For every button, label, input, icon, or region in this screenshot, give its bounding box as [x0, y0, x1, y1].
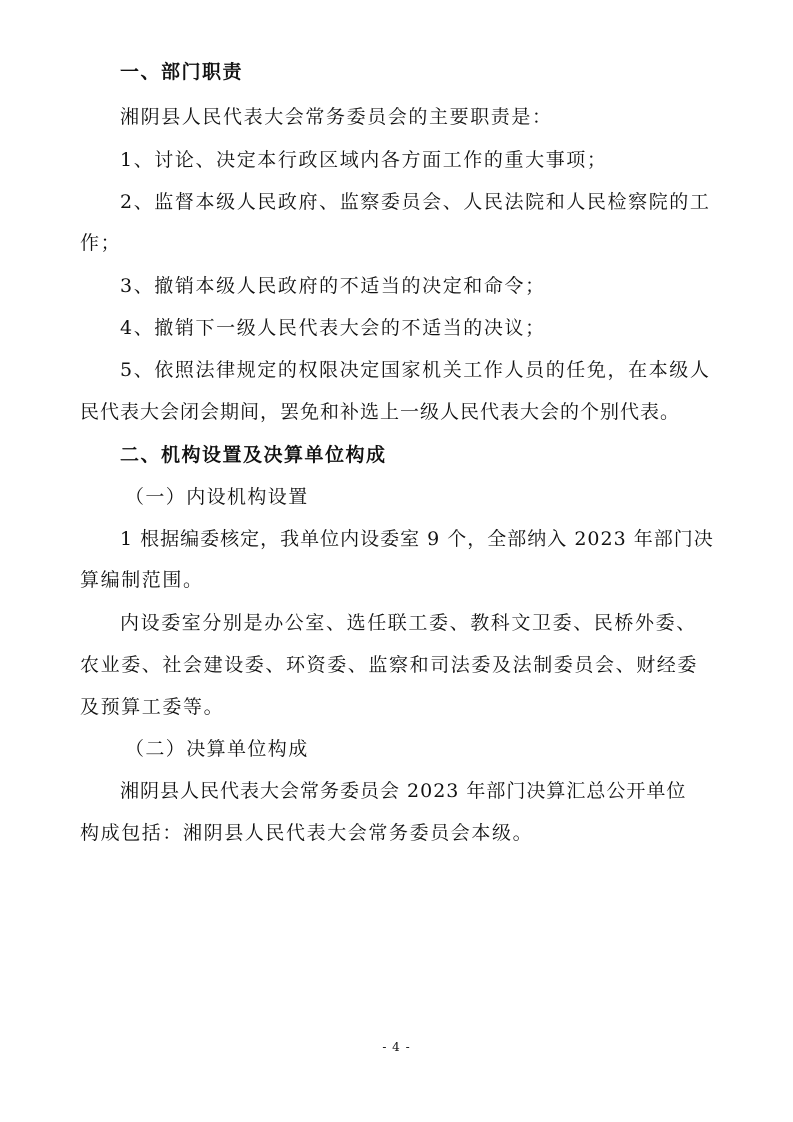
- section-2-heading: 二、机构设置及决算单位构成: [120, 444, 387, 466]
- duty-item-2-line-1: 2、监督本级人民政府、监察委员会、人民法院和人民检察院的工: [120, 191, 711, 213]
- section-1-heading: 一、部门职责: [120, 61, 244, 83]
- subsection-1-para-2-line-2: 农业委、社会建设委、环资委、监察和司法委及法制委员会、财经委: [80, 654, 699, 676]
- subsection-1-para-1-line-2: 算编制范围。: [80, 569, 204, 591]
- duty-item-3: 3、撤销本级人民政府的不适当的决定和命令；: [120, 275, 546, 297]
- duty-item-5-line-1: 5、依照法律规定的权限决定国家机关工作人员的任免，在本级人: [120, 359, 711, 381]
- subsection-2-para-line-2: 构成包括：湘阴县人民代表大会常务委员会本级。: [80, 822, 534, 844]
- subsection-2-para-line-1: 湘阴县人民代表大会常务委员会 2023 年部门决算汇总公开单位: [120, 780, 687, 802]
- subsection-1-heading: （一）内设机构设置: [125, 486, 309, 508]
- section-1-intro: 湘阴县人民代表大会常务委员会的主要职责是：: [120, 106, 553, 128]
- duty-item-4: 4、撤销下一级人民代表大会的不适当的决议；: [120, 317, 546, 339]
- duty-item-2-line-2: 作；: [80, 232, 122, 254]
- duty-item-1: 1、讨论、决定本行政区域内各方面工作的重大事项；: [120, 149, 608, 171]
- duty-item-5-line-2: 民代表大会闭会期间，罢免和补选上一级人民代表大会的个别代表。: [80, 401, 681, 423]
- subsection-2-heading: （二）决算单位构成: [125, 738, 309, 760]
- page-number: - 4 -: [382, 1040, 411, 1054]
- subsection-1-para-2-line-3: 及预算工委等。: [80, 696, 225, 718]
- subsection-1-para-2-line-1: 内设委室分别是办公室、选任联工委、教科文卫委、民桥外委、: [120, 612, 697, 634]
- subsection-1-para-1-line-1: 1 根据编委核定，我单位内设委室 9 个，全部纳入 2023 年部门决: [120, 528, 714, 550]
